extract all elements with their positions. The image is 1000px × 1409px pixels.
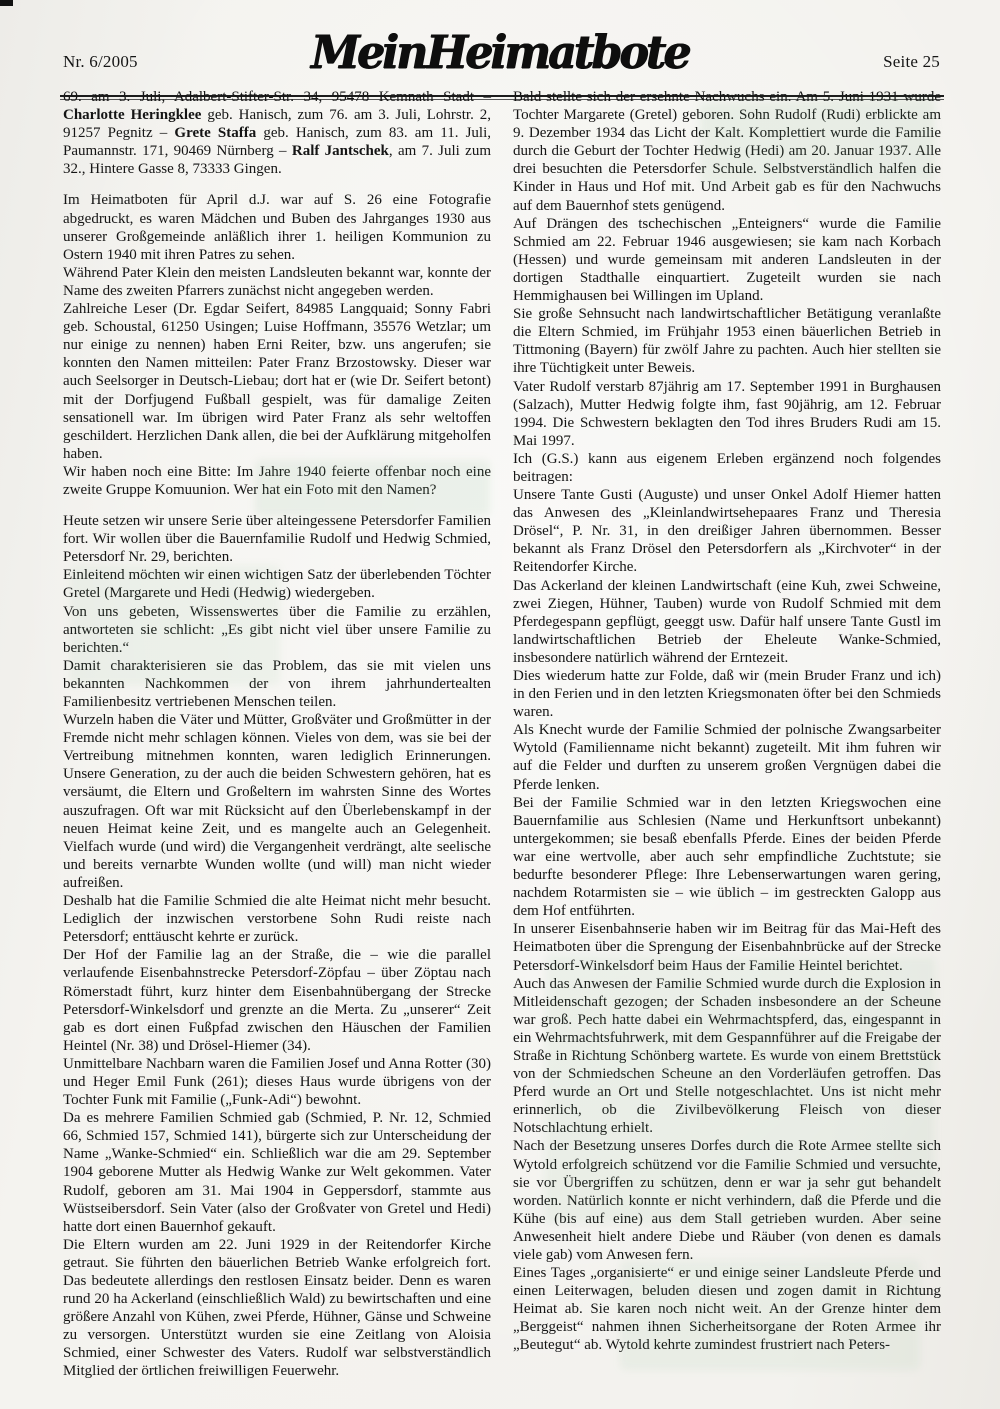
paragraph: Während Pater Klein den meisten Landsleuten bekannt war, konnte der Name des zweiten Pfarrers zunächst nicht angegeben werden. [63, 264, 491, 299]
paragraph: Eines Tages „organisierte“ er und einige seiner Landsleute Pferde und einen Leiterwagen, beluden diesen und zogen damit in Richtung Heimat ab. Sie karen noch nicht weit. An der Grenze hinter dem „Berggeist“ nahmen ihnen Sicherheitsorgane der Roten Armee ihr „Beutegut“ ab. Wytold kehrte zumindest frustriert nach Peters- [513, 1265, 941, 1354]
paragraph: Von uns gebeten, Wissenswertes über die Familie zu erzählen, antworteten sie schlicht: „Es gibt nicht viel über unsere Familie zu berichten.“ [63, 603, 491, 656]
scan-artifact-mark [0, 0, 13, 6]
paragraph: Wurzeln haben die Väter und Mütter, Großväter und Großmütter in der Fremde nicht mehr schlagen können. Vieles von dem, was sie bei der Vertreibung mitnehmen konnten, waren lediglich Erinnerungen. Unsere Generation, zu der auch die beiden Schwestern gehören, hat es versäumt, die Eltern und Großeltern im wahrsten Sinne des Wortes auszufragen. Oft war mit Rücksicht auf den Überlebenskampf in der neuen Heimat keine Zeit, und es mangelte auch an Gelegenheit. Vielfach wurde (und wird) die Vergangenheit verdrängt, alte seelische und bereits vernarbte Wunden wollte (und will) man nicht wieder aufreißen. [63, 712, 491, 891]
person-name-bold: Grete Staffa [174, 125, 257, 142]
paragraph: Unsere Tante Gusti (Auguste) und unser Onkel Adolf Hiemer hatten das Anwesen des „Kleinlandwirtsehepaares Franz und Theresia Drösel“, P. Nr. 31, in den dreißiger Jahren übernommen. Besser bekannt als Franz Drösel den Petersdorfern als „Kirchvoter“ in der Reitendorfer Kirche. [513, 487, 941, 576]
paragraph: Als Knecht wurde der Familie Schmied der polnische Zwangsarbeiter Wytold (Familienname nicht bekannt) zugeteilt. Mit ihm fuhren wir auf die Felder und durften zu unserem großen Vergnügen dabei die Pferde lenken. [513, 722, 941, 793]
paragraph: Der Hof der Familie lag an der Straße, die – wie die parallel verlaufende Eisenbahnstrecke Petersdorf-Zöpfau – über Zöptau nach Römerstadt führt, kurz hinter dem Eisenbahnübergang der Strecke Petersdorf-Winkelsdorf und grenzte an die Merta. Zu „unserer“ Zeit gab es dort einen Fußpfad zwischen den Häuschen der Familien Heintel (Nr. 38) und Drösel-Hiemer (34). [63, 947, 491, 1054]
paragraph: Das Ackerland der kleinen Landwirtschaft (eine Kuh, zwei Schweine, zwei Ziegen, Hühner, Tauben) wurde von Rudolf Schmied mit dem Pferdegespann gepflügt, geeggt usw. Dafür half unsere Tante Gustl im landwirtschaftlichen Betrieb der Eheleute Wanke-Schmied, insbesondere natürlich während der Erntezeit. [513, 577, 941, 666]
paragraph: Bald stellte sich der ersehnte Nachwuchs ein. Am 5. Juni 1931 wurde Tochter Margarete (Gretel) geboren. Sohn Rudolf (Rudi) erblickte am 9. Dezember 1934 das Licht der Kalt. Komplettiert wurde die Familie durch die Geburt der Tochter Hedwig (Hedi) am 20. Januar 1937. Alle drei besuchten die Petersdorfer Schule. Selbstverständlich halfen die Kinder in Haus und Hof mit. Und Arbeit gab es für den Nachwuchs auf dem Bauernhof stets genügend. [513, 89, 941, 214]
paragraph: Damit charakterisieren sie das Problem, das sie mit vielen uns bekannten Nachkommen der von ihrem jahrhundertealten Familienbesitz vertriebenen Menschen teilen. [63, 657, 491, 710]
paragraph: Unmittelbare Nachbarn waren die Familien Josef und Anna Rotter (30) und Heger Emil Funk (261); dieses Haus wurde übrigens von der Tochter Funk mit Familie („Funk-Adi“) bewohnt. [63, 1055, 491, 1109]
paragraph: Dies wiederum hatte zur Folde, daß wir (mein Bruder Franz und ich) in den Ferien und in den letzten Kriegsmonaten öfter bei den Schmieds waren. [513, 668, 941, 721]
paragraph: Da es mehrere Familien Schmied gab (Schmied, P. Nr. 12, Schmied 66, Schmied 157, Schmied 141), bürgerte sich zur Unterscheidung der Name „Wanke-Schmied“ ein. Schließlich war die am 29. September 1904 geborene Mutter als Hedwig Wanke zur Welt gekommen. Vater Rudolf, geboren am 31. Mai 1904 in Geppersdorf, stammte aus Wüstseibersdorf. Sein Vater (also der Großvater von Gretel und Hedi) hatte dort einen Bauernhof gekauft. [63, 1110, 491, 1235]
paragraph: Wir haben noch eine Bitte: Im Jahre 1940 feierte offenbar noch eine zweite Gruppe Komuunion. Wer hat ein Foto mit den Namen? [63, 463, 491, 498]
paragraph: Im Heimatboten für April d.J. war auf S. 26 eine Fotografie abgedruckt, es waren Mädchen und Buben des Jahrganges 1930 aus unserer Großgemeinde anläßlich ihrer 1. heiligen Kommunion zu Ostern 1940 mit ihren Patres zu sehen. [63, 192, 491, 263]
paragraph: Vater Rudolf verstarb 87jährig am 17. September 1991 in Burghausen (Salzach), Mutter Hedwig folgte ihm, fast 90jährig, am 12. Februar 1994. Die Schwestern beklagten den Tod ihres Bruders Rudi am 15. Mai 1997. [513, 378, 941, 449]
paragraph: Die Eltern wurden am 22. Juni 1929 in der Reitendorfer Kirche getraut. Sie führten den bäuerlichen Betrieb Wanke erfolgreich fort. Das bedeutete allerdings den restlosen Einsatz beider. Denn es waren rund 20 ha Ackerland (einschließlich Wald) zu bewirtschaften und eine größere Anzahl von Kühen, zwei Pferde, Hühner, Gänse und Schweine zu versorgen. Unterstützt wurden sie eine Zeitlang von Aloisia Schmied, einer Schwester des Vaters. Rudolf war selbstverständlich Mitglied der örtlichen freiwilligen Feuerwehr. [63, 1236, 491, 1380]
issue-number: Nr. 6/2005 [63, 52, 138, 71]
masthead-title: Mein Heimatbote [311, 25, 689, 79]
paragraph: Auf Drängen des tschechischen „Enteigners“ wurde die Familie Schmied am 22. Februar 1946 ausgewiesen; sie kam nach Korbach (Hessen) und wurde gemeinsam mit anderen Landsleuten in der dortigen Stadthalle einquartiert. Zugeteilt wurden sie nach Hemmighausen bei Willingen im Upland. [513, 215, 941, 305]
paragraph: Auch das Anwesen der Familie Schmied wurde durch die Explosion in Mitleidenschaft gezogen; der Schaden insbesondere an der Scheune war groß. Pech hatte dabei ein Wehrmachtspferd, das, eingespannt in ein Wehrmachtsfuhrwerk, mit dem Gespannführer auf die Freigabe der Straße in Richtung Schönberg wartete. Es wurde von einem Brettstück von der Schmiedschen Scheune an den Vorderläufen getroffen. Das Pferd wurde an Ort und Stelle notgeschlachtet. Uns ist nicht mehr erinnerlich, ob die Zivilbevölkerung Fleisch von dieser Notschlachtung erhielt. [513, 975, 941, 1137]
paragraph: In unserer Eisenbahnserie haben wir im Beitrag für das Mai-Heft des Heimatboten über die Sprengung der Eisenbahnbrücke auf der Strecke Petersdorf-Winkelsdorf beim Haus der Familie Heintel berichtet. [513, 921, 941, 974]
paragraph: Nach der Besetzung unseres Dorfes durch die Rote Armee stellte sich Wytold erfolgreich schützend vor die Familie Schmied und versuchte, sie vor Übergriffen zu schützen, denn er war ja sehr gut behandelt worden. Natürlich konnte er nicht verhindern, daß die Pferde und die Kühe (bis auf eine) aus dem Stall getrieben wurden. Aber seine Anwesenheit hielt andere Diebe und Räuber (von denen es damals viele gab) vom Anwesen fern. [513, 1138, 941, 1263]
paragraph: Deshalb hat die Familie Schmied die alte Heimat nicht mehr besucht. Lediglich der inzwischen verstorbene Sohn Rudi reiste nach Petersdorf; enttäuscht kehrte er zurück. [63, 893, 491, 946]
paragraph: 69. am 3. Juli, Adalbert-Stifter-Str. 34, 95478 Kemnath Stadt – Charlotte Heringklee geb. Hanisch, zum 76. am 3. Juli, Lohrstr. 2, 91257 Pegnitz – Grete Staffa geb. Hanisch, zum 83. am 11. Juli, Paumannstr. 171, 90469 Nürnberg – Ralf Jantschek, am 7. Juli zum 32., Hintere Gasse 8, 73333 Gingen. [63, 89, 492, 178]
page-number: Seite 25 [883, 52, 940, 71]
paragraph: Ich (G.S.) kann aus eigenem Erleben ergänzend noch folgendes beitragen: [513, 450, 941, 485]
paragraph: Einleitend möchten wir einen wichtigen Satz der überlebenden Töchter Gretel (Margarete und Hedi (Hedwig) wiedergeben. [63, 567, 491, 602]
paragraph: Sie große Sehnsucht nach landwirtschaftlicher Betätigung veranlaßte die Eltern Schmied, im Frühjahr 1953 einen bäuerlichen Betrieb in Tittmoning (Bayern) für zwölf Jahre zu pachten. Auch hier stellten sie ihre Tüchtigkeit unter Beweis. [513, 306, 941, 377]
right-column [513, 88, 941, 1381]
person-name-bold: Charlotte Heringklee [63, 107, 202, 124]
person-name-bold: Ralf Jantschek [291, 143, 389, 160]
paragraph: Heute setzen wir unsere Serie über alteingessene Petersdorfer Familien fort. Wir wollen über die Bauernfamilie Rudolf und Hedwig Schmied, Petersdorf Nr. 29, berichten. [63, 513, 491, 566]
article-body [63, 88, 941, 1381]
paragraph: Bei der Familie Schmied war in den letzten Kriegswochen eine Bauernfamilie aus Schlesien (Name und Herkunftsort unbekannt) untergekommen; sie besaß ebenfalls Pferde. Eines der beiden Pferde war eine wertvolle, aber auch sehr empfindliche Zuchtstute; sie bedurfte besonderer Pflege: Ihre Lebenserwartungen waren gering, nachdem Rotarmisten sie – wie üblich – im gestreckten Galopp aus dem Hof entführten. [513, 794, 941, 920]
left-column [63, 88, 491, 1381]
paragraph: Zahlreiche Leser (Dr. Egdar Seifert, 84985 Langquaid; Sonny Fabri geb. Schoustal, 61250 Usingen; Luise Hoffmann, 35576 Wetzlar; um nur einige zu nennen) haben Erni Reiter, bzw. uns angerufen; sie konnten den Namen mitteilen: Pater Franz Brzostowsky. Dieser war auch Seelsorger in Deutsch-Liebau; dort hat er (wie Dr. Seifert betont) mit der Dorfjugend Fußball gespielt, was für damalige Zeiten sensationell war. Im übrigen wird Pater Franz als sehr weltoffen geschildert. Herzlichen Dank allen, die bei der Aufklärung mitgeholfen haben. [63, 301, 491, 462]
